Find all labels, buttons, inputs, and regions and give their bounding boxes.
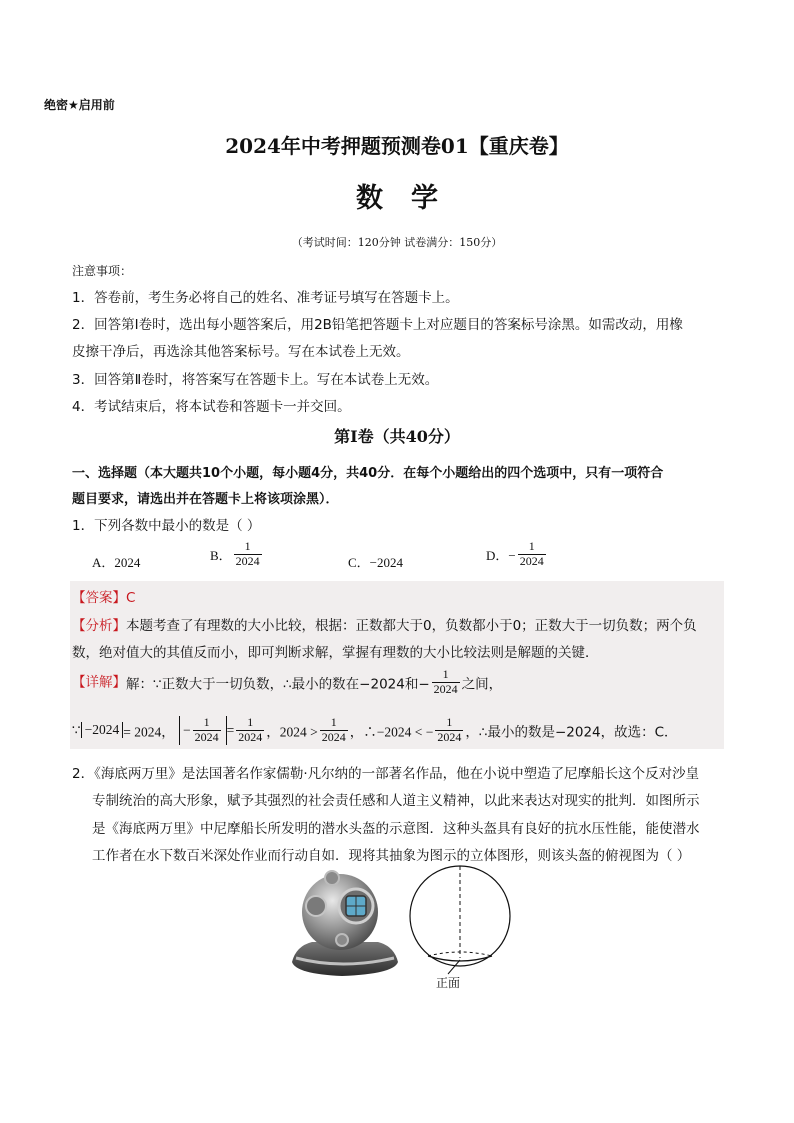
q1-option-a: A．2024 xyxy=(92,555,141,570)
q1-option-b: B． $\frac{1}{2024}$ xyxy=(210,539,260,568)
q2-line4: 工作者在水下数百米深处作业而行动自如．现将其抽象为图示的立体图形，则该头盔的俯视图为（ ） xyxy=(92,848,691,864)
notice-title: 注意事项： xyxy=(72,264,133,278)
analysis-line1: 【分析】本题考查了有理数的大小比较，根据：正数都大于0，负数都小于0；正数大于一切负数；两个负 xyxy=(72,618,697,634)
notice-item: 皮擦干净后，再选涂其他答案标号。写在本试卷上无效。 xyxy=(72,344,410,360)
answer-value: C xyxy=(126,590,136,606)
notice-item: 1．答卷前，考生务必将自己的姓名、准考证号填写在答题卡上。 xyxy=(72,290,459,306)
notice-item: 3．回答第Ⅱ卷时，将答案写在答题卡上。写在本试卷上无效。 xyxy=(72,372,439,388)
exam-title: 2024年中考押题预测卷01【重庆卷】 xyxy=(225,134,569,158)
q1-stem: 1．下列各数中最小的数是（ ） xyxy=(72,518,261,534)
q2-line2: 专制统治的高大形象，赋予其强烈的社会责任感和人道主义精神，以此来表达对现实的批判．如图所示 xyxy=(92,793,700,809)
q2-line3: 是《海底两万里》中尼摩船长所发明的潜水头盔的示意图．这种头盔具有良好的抗水压性能，能使潜水 xyxy=(92,821,700,837)
exam-meta: （考试时间：120分钟 试卷满分：150分） xyxy=(291,236,503,249)
answer-line xyxy=(72,586,135,606)
confidential-label: 绝密★启用前 xyxy=(44,98,115,112)
detail-line1: 【详解】解：∵正数大于一切负数，∴最小的数在−2024和− $\frac{1}{2024}$ 之间， xyxy=(72,667,503,696)
q1-option-c: C．−2024 xyxy=(348,555,404,570)
notice-item: 4．考试结束后，将本试卷和答题卡一并交回。 xyxy=(72,399,351,415)
notice-item: 2．回答第Ⅰ卷时，选出每小题答案后，用2B铅笔把答题卡上对应题目的答案标号涂黑。如需改动，用橡 xyxy=(72,317,683,333)
analysis-tag: 【分析】 xyxy=(72,618,126,634)
q1-option-d: D．− $\frac{1}{2024}$ xyxy=(486,539,544,568)
analysis-line2: 数，绝对值大的其值反而小，即可判断求解，掌握有理数的大小比较法则是解题的关键． xyxy=(72,645,599,661)
answer-tag: 【答案】 xyxy=(72,590,126,606)
q2-line1: 2．《海底两万里》是法国著名作家儒勒·凡尔纳的一部著名作品，他在小说中塑造了尼摩船长这个反对沙皇 xyxy=(72,766,700,782)
subject-title: 数学 xyxy=(356,183,466,214)
part1-instructions-line2: 题目要求，请选出并在答题卡上将该项涂黑）． xyxy=(72,492,339,507)
part1-instructions-line1: 一、选择题（本大题共10个小题，每小题4分，共40分．在每个小题给出的四个选项中，只有一项符合 xyxy=(72,466,664,481)
detail-tag: 【详解】 xyxy=(72,674,126,691)
section-title: 第Ⅰ卷（共40分） xyxy=(334,427,460,446)
front-view-label: 正面 xyxy=(436,976,461,990)
sphere-diagram xyxy=(404,856,516,992)
diving-helmet-image xyxy=(282,866,404,978)
detail-line2: ∵ −2024 = 2024， − $\frac{1}{2024}$ = $\frac{1}{2024}$ ，2024 > $\frac{1}{2024}$ ，∴−2024 < − $\frac{1}{2024}$ ，∴最小的数是−2024，故选：C． xyxy=(72,715,678,744)
